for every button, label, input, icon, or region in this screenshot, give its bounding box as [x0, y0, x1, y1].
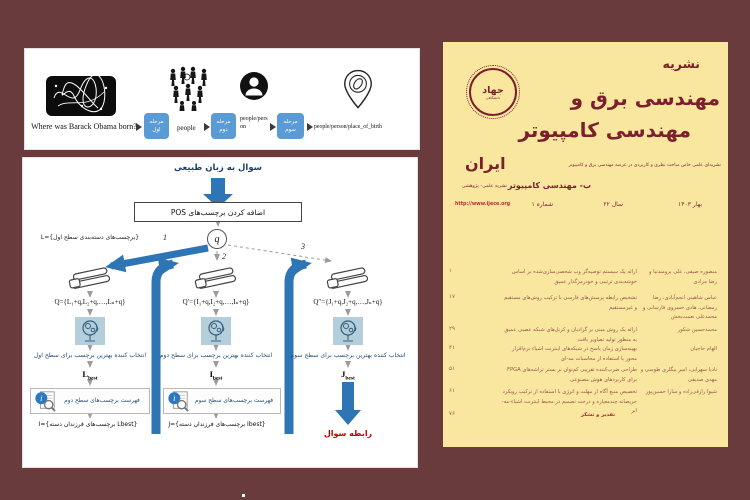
children-set-formula-3: J={برچسب‌های فرزندان دسته Ibest}: [168, 421, 266, 428]
toc-article-title: بهینه‌سازی زمان پاسخ در شبکه‌های اینترنت اشیاء نرم‌افزار محور با استفاده از محاسبات مه-ای: [512, 346, 637, 362]
stapler-concat-icon: [192, 264, 240, 296]
feedback-arrow-level3: [289, 264, 306, 434]
toc-article-authors: عباس شاهینی انجم‌آبادی، رضا رمضانی، هادی خسروی فارسانی و محمدعلی نعمت‌بخش: [642, 295, 717, 321]
toc-article-title: تشخیص رابطه پرسش‌های فارسی با ترکیب روش‌های مستقیم و غیرمستقیم: [504, 295, 637, 311]
journal-section-label: ب- مهندسی کامپیوتر: [507, 181, 591, 190]
journal-issue: شماره ۱: [531, 201, 553, 208]
best-label-2: [186, 369, 246, 382]
stage-three-box: مرحله سوم: [277, 113, 304, 139]
selector-label-2: انتخاب کننده بهترین برچسب برای سطح دوم: [159, 352, 273, 359]
location-pin-icon: [343, 67, 373, 113]
stage-one-box: مرحله اول: [144, 113, 169, 139]
stapler-concat-icon: [66, 264, 114, 296]
children-set-formula-2: I={برچسب‌های فرزندان دسته Lbest}: [38, 421, 138, 428]
journal-title-line3: ایران: [465, 154, 506, 173]
natural-language-question-label: سوال به زبان طبیعی: [173, 163, 263, 173]
journal-tagline: نشریه‌ای علمی خاص مباحث نظری و کاربردی در عرصه مهندسی برق و کامپیوتر: [568, 163, 721, 168]
question-node: q: [207, 229, 227, 249]
stage-two-output: people/person: [240, 116, 268, 130]
best-label-1: [60, 369, 120, 382]
info-search-icon: [167, 390, 189, 412]
scribble-graph-icon: [46, 76, 116, 116]
qa-example-figure: [24, 48, 420, 150]
toc-page-number: ۱: [449, 268, 452, 274]
branch-1-label: 1: [163, 233, 167, 242]
best-label-3: [318, 369, 378, 382]
best-base: I: [209, 369, 213, 379]
person-avatar-icon: [239, 71, 269, 101]
arrow-right-icon: [136, 123, 142, 131]
toc-row: [443, 326, 728, 343]
best-base: L: [82, 369, 89, 379]
classifier-brain-icon: [333, 317, 363, 349]
level1-labels-set: L={برچسب‌های دسته‌بندی سطح اول}: [40, 234, 140, 241]
toc-article-title: تخصیص منبع آگاه از مهلت و انرژی با استفاده از ترکیب رویکرد حریصانه چندمعیاره و درخت تصمیم در محیط اینترنت اشیاء-مه-ابر: [501, 389, 637, 415]
toc-article-authors: محمدحسین شکور: [677, 327, 717, 333]
toc-article-authors: نادیا سهرابی، امیر بیگلری طوسی و مهدی صدیقی: [640, 367, 717, 383]
best-sub: best: [345, 375, 355, 382]
toc-page-number: ۴۱: [449, 345, 455, 351]
level3-list-label: فهرست برچسب‌های سطح سوم: [194, 398, 274, 404]
toc-article-authors: الهام حاجیان: [690, 346, 717, 352]
journal-title-line2: مهندسی کامپیوتر: [518, 118, 691, 142]
stage-three-output: people/person/place_of_birth: [314, 124, 382, 130]
toc-article-title: طراحی ضرب‌کننده تقریبی کم‌توان بر بستر تراشه‌های FPGA برای کاربردهای هوش مصنوعی: [506, 367, 637, 383]
toc-row: [443, 294, 728, 321]
branch-3-arrow: [228, 245, 331, 261]
svg-text:i: i: [173, 394, 176, 403]
toc-article-authors: منصوره صیفی، علی برومندنیا و رضا مرادی: [648, 269, 717, 285]
toc-row: [443, 268, 728, 285]
pos-tagging-box: اضافه کردن برچسب‌های POS: [134, 202, 302, 222]
level3-label-list-box: [163, 388, 281, 414]
svg-text:i: i: [40, 394, 43, 403]
best-sub: best: [212, 375, 223, 382]
toc-page-number: ۲۹: [449, 326, 455, 332]
journal-year: سال ۲۲: [603, 201, 623, 208]
stage-one-output: people: [177, 124, 196, 132]
people-group-icon: [167, 65, 213, 113]
info-search-icon: [34, 390, 56, 412]
best-sub: best: [88, 375, 98, 382]
journal-masthead: نشریه: [662, 56, 700, 71]
query-formula-1: Q={L₁+q,L₂+q,…,Lₙ+q}: [54, 298, 126, 306]
stage-two-box: مرحله دوم: [211, 113, 236, 139]
question-relation-result: رابطه سوال: [323, 429, 373, 438]
toc-page-number: ۷۶: [449, 411, 455, 417]
slide-footer-dot: [242, 494, 245, 497]
level2-label-list-box: [30, 388, 150, 414]
toc-article-authors: شیوا رازقی‌زاده و سارا حسین‌پور: [645, 389, 717, 395]
query-formula-2: Q′={I₁+q,I₂+q,…,Iₙ+q}: [182, 298, 250, 306]
logo-subtext: دانشگاهی: [485, 95, 501, 100]
arrow-right-icon: [307, 123, 313, 131]
toc-page-number: ۵۱: [449, 366, 455, 372]
toc-article-title: ارائه یک سیستم توصیه‌گر وب شخصی‌سازی‌شده بر اساس خوشه‌بندی ترتیبی و خودرمزگذار عمیق: [511, 269, 637, 285]
toc-acknowledgment-title: تقدیر و تشکر: [580, 412, 616, 418]
query-formula-3: Q″={J₁+q,J₂+q,…,Jₙ+q}: [313, 298, 383, 306]
journal-cover: [443, 42, 728, 447]
stapler-concat-icon: [324, 264, 372, 296]
logo-text: جهاد: [482, 84, 504, 96]
classifier-brain-icon: [75, 317, 105, 349]
branch-2-label: 2: [222, 252, 226, 261]
method-flowchart-figure: [22, 157, 418, 468]
toc-page-number: ۱۷: [449, 294, 455, 300]
level2-list-label: فهرست برچسب‌های سطح دوم: [64, 398, 140, 404]
journal-toc: [443, 42, 728, 447]
toc-page-number: ۶۱: [449, 388, 455, 394]
selector-label-3: انتخاب کننده بهترین برچسب برای سطح سوم: [290, 352, 406, 359]
journal-title-line1: مهندسی برق و: [570, 86, 720, 110]
branch-3-label: 3: [301, 242, 305, 251]
knowledge-graph-image: [46, 76, 116, 116]
toc-row: [443, 366, 728, 383]
classifier-brain-icon: [201, 317, 231, 349]
arrow-right-icon: [270, 123, 276, 131]
question-text: Where was Barack Obama born?: [31, 122, 137, 131]
toc-row: [443, 345, 728, 362]
toc-article-title: ارائه یک روش مبنی بر گرادیان و کرنل‌های شبکه عصبی عمیق به منظور تولید تصاویر بافت: [504, 327, 637, 343]
toc-row-acknowledgment: [443, 411, 728, 418]
journal-url-link[interactable]: http://www.ijece.org: [455, 202, 511, 207]
journal-season: بهار ۱۴۰۳: [678, 201, 702, 208]
arrow-right-icon: [204, 123, 210, 131]
journal-type-label: نشریه علمی- پژوهشی: [461, 184, 507, 189]
best-base: J: [341, 369, 346, 379]
down-arrow-icon: [335, 382, 361, 425]
selector-label-1: انتخاب کننده بهترین برچسب برای سطح اول: [33, 352, 147, 359]
